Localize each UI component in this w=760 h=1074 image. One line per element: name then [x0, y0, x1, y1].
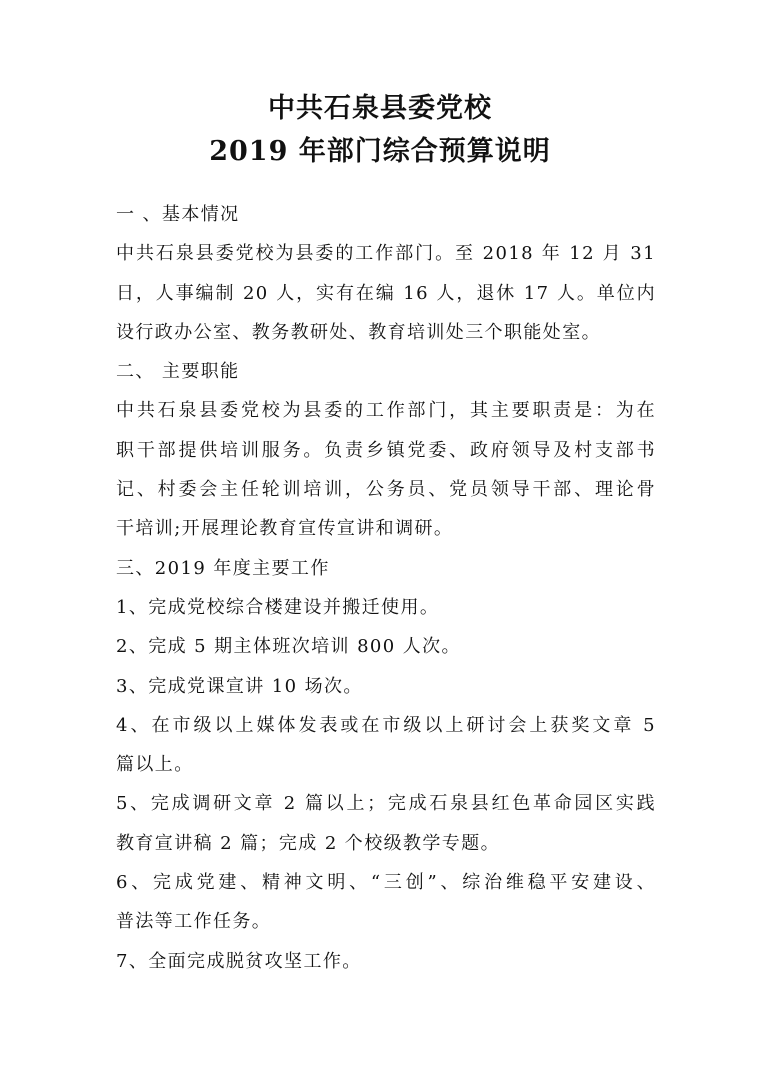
section-heading-main-functions: 二、 主要职能 [116, 361, 240, 383]
document-title-line-2: 2019 年部门综合预算说明 [209, 136, 551, 167]
list-item-continuation: 普法等工作任务。 [116, 911, 272, 933]
paragraph-line: 中共石泉县委党校为县委的工作部门，其主要职责是：为在 [116, 400, 656, 422]
paragraph-line: 设行政办公室、教务教研处、教育培训处三个职能处室。 [116, 321, 601, 343]
section-heading-basic-info: 一 、基本情况 [116, 204, 240, 225]
list-item: 4、在市级以上媒体发表或在市级以上研讨会上获奖文章 5 [116, 714, 656, 736]
paragraph-line: 记、村委会主任轮训培训，公务员、党员领导干部、理论骨 [116, 479, 656, 501]
list-item-continuation: 教育宣讲稿 2 篇；完成 2 个校级教学专题。 [116, 832, 500, 854]
list-item: 6、完成党建、精神文明、“三创”、综治维稳平安建设、 [116, 872, 656, 894]
list-item: 1、完成党校综合楼建设并搬迁使用。 [116, 596, 440, 618]
paragraph-line: 干培训;开展理论教育宣传宣讲和调研。 [116, 518, 454, 540]
list-item: 7、全面完成脱贫攻坚工作。 [116, 950, 362, 972]
section-heading-main-work: 三、2019 年度主要工作 [116, 557, 330, 579]
paragraph-line: 职干部提供培训服务。负责乡镇党委、政府领导及村支部书 [116, 439, 656, 461]
list-item: 5、完成调研文章 2 篇以上；完成石泉县红色革命园区实践 [116, 793, 656, 815]
document-title-line-1: 中共石泉县委党校 [268, 93, 492, 124]
list-item: 2、完成 5 期主体班次培训 800 人次。 [116, 636, 461, 658]
list-item-continuation: 篇以上。 [116, 754, 194, 776]
list-item: 3、完成党课宣讲 10 场次。 [116, 675, 363, 697]
paragraph-line: 日，人事编制 20 人，实有在编 16 人，退休 17 人。单位内 [116, 282, 656, 304]
paragraph-line: 中共石泉县委党校为县委的工作部门。至 2018 年 12 月 31 [116, 243, 656, 265]
document-body [116, 195, 656, 981]
